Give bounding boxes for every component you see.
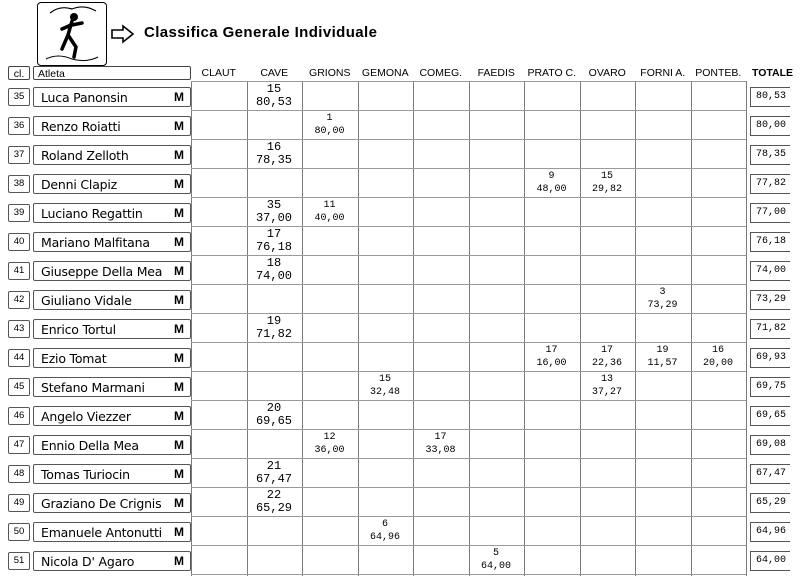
rank-number: 37 bbox=[8, 146, 30, 164]
total-points: 77,82 bbox=[756, 178, 787, 189]
race-points: 69,65 bbox=[255, 414, 292, 428]
rank-number: 49 bbox=[8, 494, 30, 512]
race-position: 9 bbox=[548, 171, 555, 182]
race-position: 1 bbox=[326, 113, 333, 124]
grid-column-line bbox=[469, 81, 470, 576]
race-points: 16,00 bbox=[536, 358, 567, 369]
athlete-row bbox=[33, 435, 191, 455]
rank-number: 38 bbox=[8, 175, 30, 193]
total-cell bbox=[750, 406, 790, 426]
total-points: 69,93 bbox=[756, 352, 787, 363]
athlete-gender: M bbox=[174, 148, 184, 162]
race-position: 35 bbox=[266, 198, 282, 212]
athlete-row bbox=[33, 377, 191, 397]
athlete-gender: M bbox=[174, 496, 184, 510]
race-position: 18 bbox=[266, 256, 282, 270]
athlete-row bbox=[33, 319, 191, 339]
race-position: 17 bbox=[545, 345, 558, 356]
grid-column-line bbox=[413, 81, 414, 576]
arrow-right-icon bbox=[110, 24, 136, 44]
athlete-row bbox=[33, 145, 191, 165]
grid-column-line bbox=[691, 81, 692, 576]
athlete-name: Mariano Malfitana bbox=[41, 235, 150, 250]
total-cell bbox=[750, 551, 790, 571]
athlete-row bbox=[33, 261, 191, 281]
rank-number: 39 bbox=[8, 204, 30, 222]
race-points: 67,47 bbox=[255, 472, 292, 486]
header-race-10: PONTEB. bbox=[695, 67, 742, 79]
total-points: 80,53 bbox=[756, 91, 787, 102]
athlete-row bbox=[33, 203, 191, 223]
grid-column-line bbox=[580, 81, 581, 576]
race-points: 22,36 bbox=[591, 358, 622, 369]
race-position: 21 bbox=[266, 459, 282, 473]
race-position: 17 bbox=[600, 345, 613, 356]
rank-number: 40 bbox=[8, 233, 30, 251]
header-race-1: CLAUT bbox=[201, 67, 236, 79]
athlete-gender: M bbox=[174, 525, 184, 539]
race-points: 29,82 bbox=[591, 184, 622, 195]
header-race-7: PRATO C. bbox=[527, 67, 577, 79]
race-position: 19 bbox=[266, 314, 282, 328]
total-cell bbox=[750, 319, 790, 339]
athlete-gender: M bbox=[174, 177, 184, 191]
total-points: 69,65 bbox=[756, 410, 787, 421]
grid-column-line bbox=[746, 81, 747, 576]
athlete-name: Nicola D' Agaro bbox=[41, 554, 135, 569]
race-points: 37,27 bbox=[591, 387, 622, 398]
race-points: 33,08 bbox=[425, 445, 456, 456]
rank-number: 51 bbox=[8, 552, 30, 570]
rank-number: 47 bbox=[8, 436, 30, 454]
rank-number: 48 bbox=[8, 465, 30, 483]
athlete-name: Giuliano Vidale bbox=[41, 293, 132, 308]
athlete-row bbox=[33, 116, 191, 136]
grid-column-line bbox=[635, 81, 636, 576]
athlete-gender: M bbox=[174, 409, 184, 423]
total-cell bbox=[750, 145, 790, 165]
race-points: 65,29 bbox=[255, 501, 292, 515]
page-title: Classifica Generale Individuale bbox=[144, 24, 378, 41]
athlete-name: Luca Panonsin bbox=[41, 90, 128, 105]
grid-column-line bbox=[524, 81, 525, 576]
athlete-name: Angelo Viezzer bbox=[41, 409, 131, 424]
athlete-gender: M bbox=[174, 554, 184, 568]
race-points: 80,53 bbox=[255, 95, 292, 109]
total-points: 78,35 bbox=[756, 149, 787, 160]
athlete-name: Luciano Regattin bbox=[41, 206, 143, 221]
grid-row-line bbox=[191, 371, 746, 372]
total-points: 69,75 bbox=[756, 381, 787, 392]
rank-number: 42 bbox=[8, 291, 30, 309]
grid-row-line bbox=[191, 110, 746, 111]
athlete-gender: M bbox=[174, 293, 184, 307]
athlete-gender: M bbox=[174, 322, 184, 336]
grid-row-line bbox=[191, 516, 746, 517]
athlete-gender: M bbox=[174, 119, 184, 133]
grid-column-line bbox=[358, 81, 359, 576]
total-cell bbox=[750, 87, 790, 107]
race-position: 17 bbox=[434, 432, 447, 443]
race-position: 3 bbox=[659, 287, 666, 298]
athlete-name: Stefano Marmani bbox=[41, 380, 145, 395]
athlete-gender: M bbox=[174, 206, 184, 220]
race-position: 16 bbox=[711, 345, 724, 356]
athlete-gender: M bbox=[174, 467, 184, 481]
total-points: 65,29 bbox=[756, 497, 787, 508]
grid-row-line bbox=[191, 574, 746, 575]
grid-row-line bbox=[191, 168, 746, 169]
athlete-name: Graziano De Crignis bbox=[41, 496, 162, 511]
rank-number: 45 bbox=[8, 378, 30, 396]
total-cell bbox=[750, 290, 790, 310]
header-race-5: COMEG. bbox=[419, 67, 463, 79]
header-race-3: GRIONS bbox=[309, 67, 351, 79]
header-totale: TOTALE bbox=[752, 67, 794, 79]
total-points: 73,29 bbox=[756, 294, 787, 305]
grid-row-line bbox=[191, 342, 746, 343]
athlete-row bbox=[33, 232, 191, 252]
total-points: 64,96 bbox=[756, 526, 787, 537]
grid-row-line bbox=[191, 429, 746, 430]
total-cell bbox=[750, 522, 790, 542]
race-position: 20 bbox=[266, 401, 282, 415]
total-cell bbox=[750, 435, 790, 455]
race-position: 17 bbox=[266, 227, 282, 241]
race-points: 37,00 bbox=[255, 211, 292, 225]
header-cl: cl. bbox=[8, 66, 30, 80]
athlete-gender: M bbox=[174, 438, 184, 452]
total-points: 69,08 bbox=[756, 439, 787, 450]
race-position: 15 bbox=[266, 82, 282, 96]
rank-number: 35 bbox=[8, 88, 30, 106]
race-position: 15 bbox=[600, 171, 613, 182]
rank-number: 46 bbox=[8, 407, 30, 425]
race-points: 71,82 bbox=[255, 327, 292, 341]
race-position: 6 bbox=[381, 519, 388, 530]
athlete-name: Enrico Tortul bbox=[41, 322, 116, 337]
race-points: 78,35 bbox=[255, 153, 292, 167]
athlete-name: Tomas Turiocin bbox=[41, 467, 130, 482]
race-points: 40,00 bbox=[314, 213, 345, 224]
rank-number: 44 bbox=[8, 349, 30, 367]
grid-row-line bbox=[191, 284, 746, 285]
header-race-9: FORNI A. bbox=[640, 67, 686, 79]
athlete-name: Renzo Roiatti bbox=[41, 119, 121, 134]
athlete-row bbox=[33, 290, 191, 310]
athlete-name: Emanuele Antonutti bbox=[41, 525, 162, 540]
header-atleta: Atleta bbox=[33, 66, 191, 80]
athlete-row bbox=[33, 551, 191, 571]
total-points: 64,00 bbox=[756, 555, 787, 566]
athlete-gender: M bbox=[174, 90, 184, 104]
race-position: 13 bbox=[600, 374, 613, 385]
athlete-gender: M bbox=[174, 351, 184, 365]
race-position: 15 bbox=[378, 374, 391, 385]
athlete-row bbox=[33, 348, 191, 368]
rank-number: 41 bbox=[8, 262, 30, 280]
grid-column-line bbox=[302, 81, 303, 576]
total-cell bbox=[750, 348, 790, 368]
total-points: 80,00 bbox=[756, 120, 787, 131]
race-points: 20,00 bbox=[702, 358, 733, 369]
total-points: 67,47 bbox=[756, 468, 787, 479]
athlete-row bbox=[33, 464, 191, 484]
header-race-8: OVARO bbox=[588, 67, 626, 79]
race-points: 80,00 bbox=[314, 126, 345, 137]
header-race-2: CAVE bbox=[260, 67, 289, 79]
athlete-row bbox=[33, 493, 191, 513]
race-points: 36,00 bbox=[314, 445, 345, 456]
total-cell bbox=[750, 261, 790, 281]
athlete-gender: M bbox=[174, 235, 184, 249]
total-points: 74,00 bbox=[756, 265, 787, 276]
total-cell bbox=[750, 116, 790, 136]
athlete-row bbox=[33, 174, 191, 194]
total-points: 71,82 bbox=[756, 323, 787, 334]
race-position: 22 bbox=[266, 488, 282, 502]
total-points: 77,00 bbox=[756, 207, 787, 218]
race-points: 76,18 bbox=[255, 240, 292, 254]
race-position: 19 bbox=[656, 345, 669, 356]
athlete-gender: M bbox=[174, 380, 184, 394]
rank-number: 36 bbox=[8, 117, 30, 135]
race-position: 11 bbox=[323, 200, 336, 211]
grid-column-line bbox=[191, 81, 192, 576]
race-points: 11,57 bbox=[647, 358, 678, 369]
athlete-row bbox=[33, 87, 191, 107]
athlete-row bbox=[33, 522, 191, 542]
athlete-name: Giuseppe Della Mea bbox=[41, 264, 163, 279]
rank-number: 50 bbox=[8, 523, 30, 541]
total-cell bbox=[750, 377, 790, 397]
race-points: 74,00 bbox=[255, 269, 292, 283]
race-points: 48,00 bbox=[536, 184, 567, 195]
athlete-name: Ennio Della Mea bbox=[41, 438, 139, 453]
header-race-6: FAEDIS bbox=[477, 67, 515, 79]
total-cell bbox=[750, 464, 790, 484]
race-points: 32,48 bbox=[369, 387, 400, 398]
athlete-gender: M bbox=[174, 264, 184, 278]
runner-logo-icon bbox=[37, 2, 107, 66]
total-points: 76,18 bbox=[756, 236, 787, 247]
total-cell bbox=[750, 232, 790, 252]
race-points: 64,00 bbox=[480, 561, 511, 572]
athlete-row bbox=[33, 406, 191, 426]
race-points: 64,96 bbox=[369, 532, 400, 543]
total-cell bbox=[750, 203, 790, 223]
race-position: 12 bbox=[323, 432, 336, 443]
athlete-name: Roland Zelloth bbox=[41, 148, 129, 163]
total-cell bbox=[750, 174, 790, 194]
race-position: 5 bbox=[492, 548, 499, 559]
total-cell bbox=[750, 493, 790, 513]
race-position: 16 bbox=[266, 140, 282, 154]
athlete-name: Denni Clapiz bbox=[41, 177, 118, 192]
header-race-4: GEMONA bbox=[361, 67, 409, 79]
grid-row-line bbox=[191, 545, 746, 546]
race-points: 73,29 bbox=[647, 300, 678, 311]
athlete-name: Ezio Tomat bbox=[41, 351, 107, 366]
rank-number: 43 bbox=[8, 320, 30, 338]
